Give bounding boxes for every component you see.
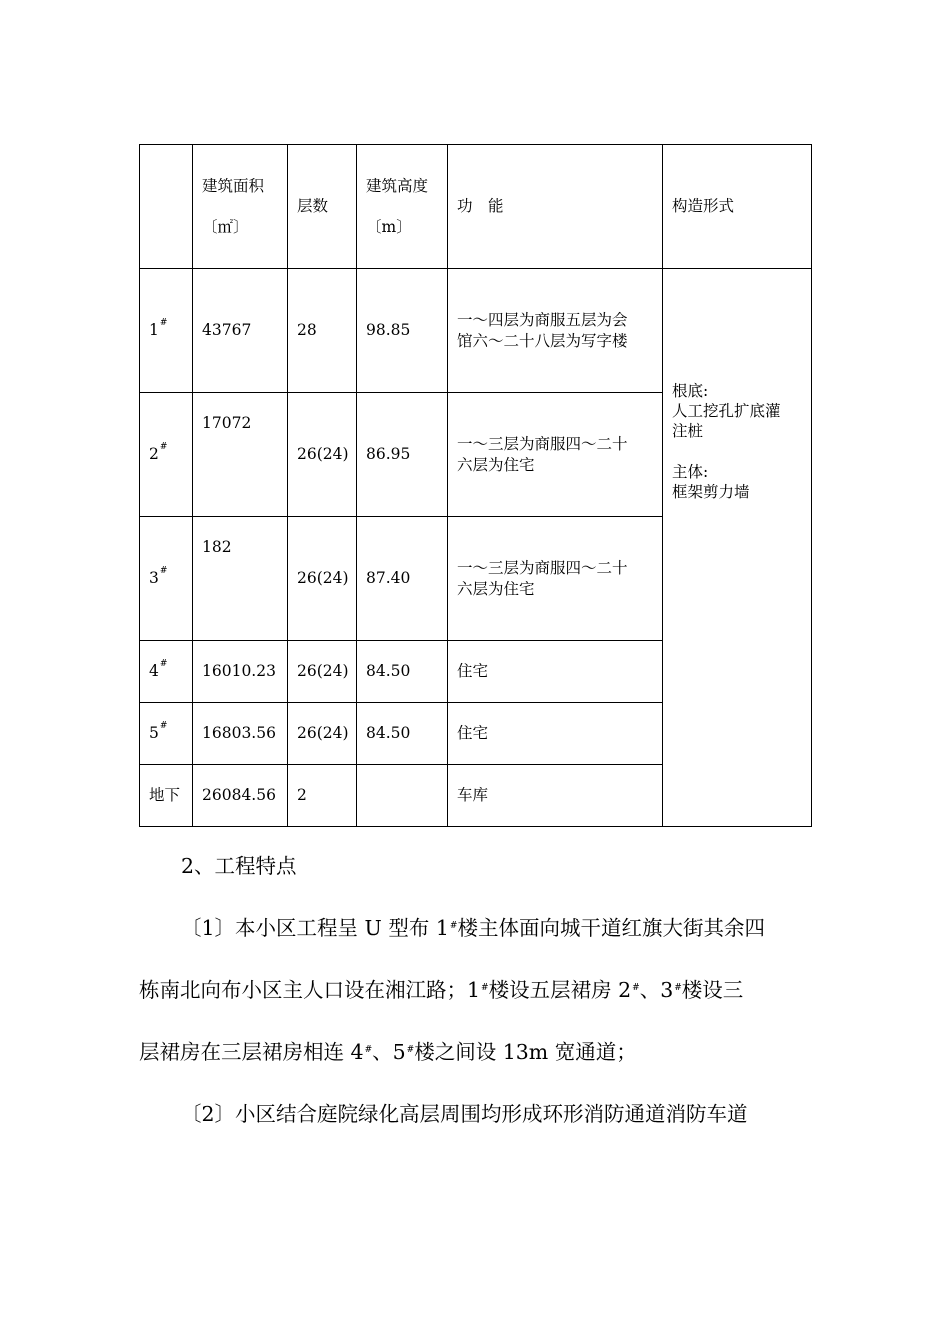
table-row — [140, 269, 812, 393]
building-floors: 26(24) — [288, 393, 357, 517]
building-floors: 26(24) — [288, 703, 357, 765]
building-height — [357, 765, 448, 827]
building-function: 车库 — [448, 765, 663, 827]
building-function: 一～四层为商服五层为会 馆六～二十八层为写字楼 — [448, 269, 663, 393]
building-id: 5# — [140, 703, 193, 765]
paragraph-1-line-1: 〔1〕本小区工程呈 U 型布 1#楼主体面向城干道红旗大街其余四 — [181, 916, 765, 940]
header-height: 建筑高度 〔m〕 — [357, 145, 448, 269]
header-floors: 层数 — [288, 145, 357, 269]
section-title: 2、工程特点 — [181, 854, 297, 878]
building-id: 地下 — [140, 765, 193, 827]
building-function: 一～三层为商服四～二十 六层为住宅 — [448, 393, 663, 517]
paragraph-1 — [139, 897, 819, 1083]
building-area: 17072 — [193, 393, 288, 517]
building-area: 182 — [193, 517, 288, 641]
header-function: 功 能 — [448, 145, 663, 269]
paragraph-2: 〔2〕小区结合庭院绿化高层周围均形成环形消防通道消防车道 — [181, 1102, 748, 1126]
building-height: 98.85 — [357, 269, 448, 393]
building-height: 84.50 — [357, 703, 448, 765]
table-header-row — [140, 145, 812, 269]
building-area: 26084.56 — [193, 765, 288, 827]
building-id: 1# — [140, 269, 193, 393]
building-height: 87.40 — [357, 517, 448, 641]
header-structure: 构造形式 — [663, 145, 812, 269]
building-id: 3# — [140, 517, 193, 641]
building-floors: 2 — [288, 765, 357, 827]
structure-cell: 根底: 人工挖孔扩底灌 注桩 主体: 框架剪力墙 — [663, 269, 812, 827]
building-spec-table — [139, 144, 812, 827]
building-area: 43767 — [193, 269, 288, 393]
building-function: 住宅 — [448, 703, 663, 765]
building-id: 4# — [140, 641, 193, 703]
header-blank — [140, 145, 193, 269]
building-floors: 26(24) — [288, 517, 357, 641]
building-floors: 28 — [288, 269, 357, 393]
building-id: 2# — [140, 393, 193, 517]
paragraph-1-line-2: 栋南北向布小区主人口设在湘江路；1#楼设五层裙房 2#、3#楼设三 — [139, 978, 744, 1002]
header-area: 建筑面积 〔㎡〕 — [193, 145, 288, 269]
building-function: 住宅 — [448, 641, 663, 703]
building-area: 16803.56 — [193, 703, 288, 765]
building-area: 16010.23 — [193, 641, 288, 703]
paragraph-1-line-3: 层裙房在三层裙房相连 4#、5#楼之间设 13m 宽通道； — [139, 1040, 637, 1064]
building-floors: 26(24) — [288, 641, 357, 703]
building-height: 84.50 — [357, 641, 448, 703]
building-height: 86.95 — [357, 393, 448, 517]
building-function: 一～三层为商服四～二十 六层为住宅 — [448, 517, 663, 641]
